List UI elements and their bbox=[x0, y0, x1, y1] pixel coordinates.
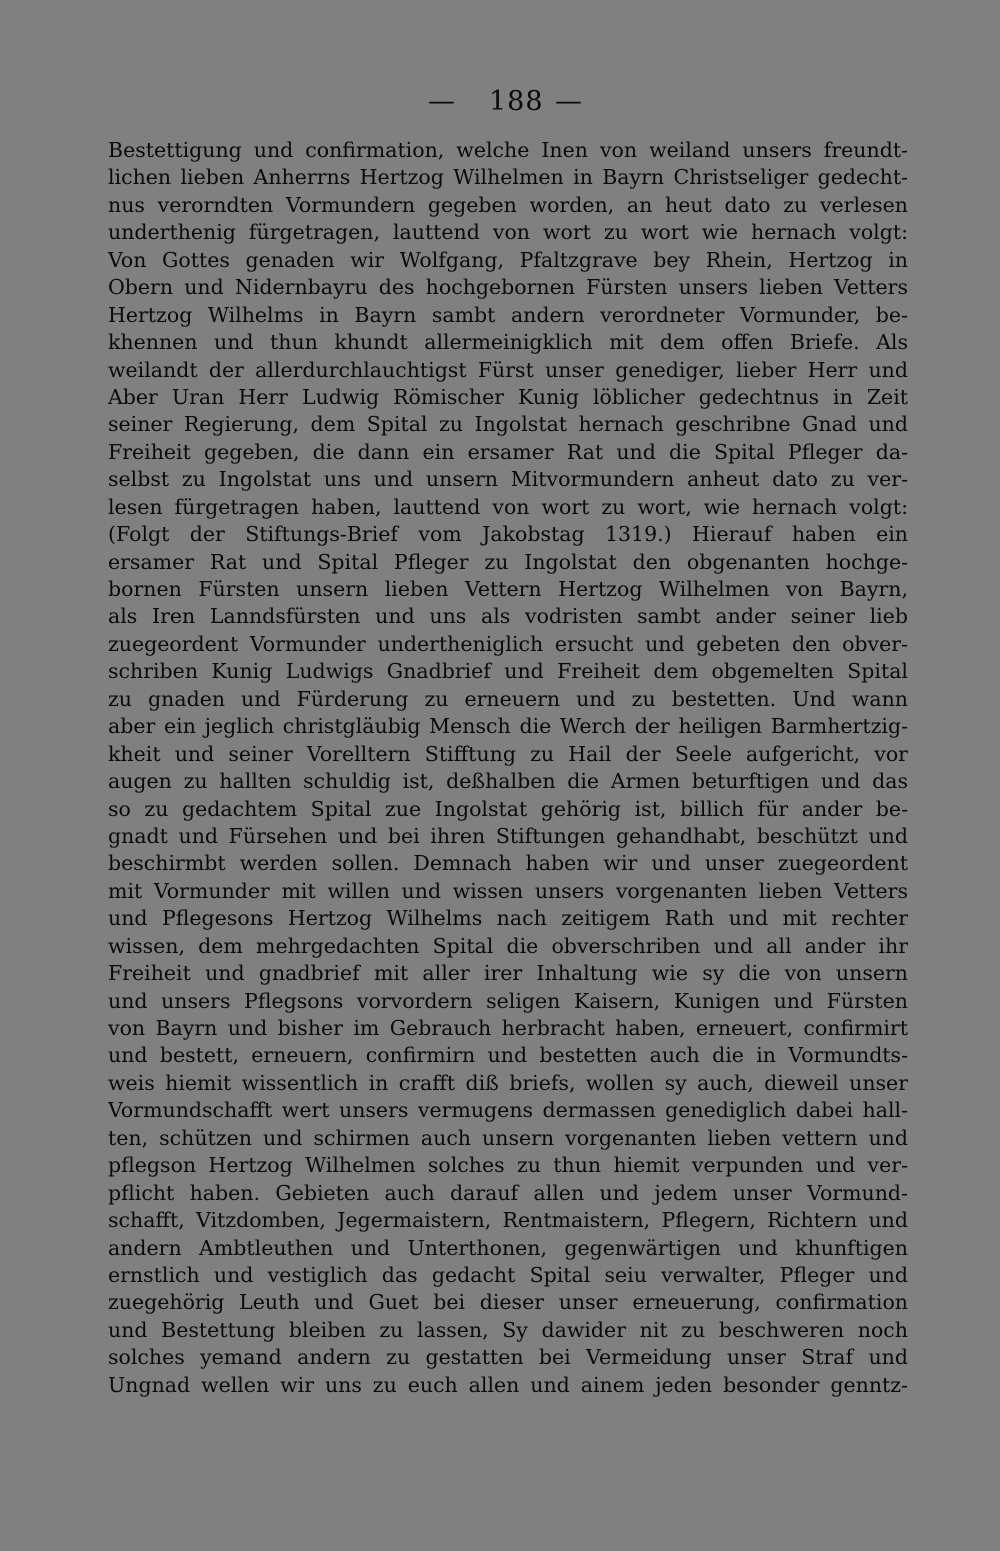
text-line: so zu gedachtem Spital zue Ingolstat gehörig ist, billich für ander be- bbox=[108, 796, 908, 821]
header-dash-left: — bbox=[428, 86, 455, 117]
text-line: weilandt der allerdurchlauchtigst Fürst unser genediger, lieber Herr und bbox=[108, 357, 908, 382]
text-line: lesen fürgetragen haben, lauttend von wort zu wort, wie hernach volgt: bbox=[108, 494, 908, 519]
text-line: zuegehörig Leuth und Guet bei dieser unser erneuerung, confirmation bbox=[108, 1290, 908, 1315]
text-line: Von Gottes genaden wir Wolfgang, Pfaltzgrave bey Rhein, Hertzog in bbox=[108, 247, 908, 272]
text-line: beschirmbt werden sollen. Demnach haben wir und unser zuegeordent bbox=[108, 851, 908, 876]
text-line: und bestett, erneuern, confirmirn und bestetten auch die in Vormundts- bbox=[108, 1043, 908, 1068]
text-line: ten, schützen und schirmen auch unsern vorgenanten lieben vettern und bbox=[108, 1125, 908, 1150]
text-line: pflicht haben. Gebieten auch darauf allen und jedem unser Vormund- bbox=[108, 1180, 908, 1205]
text-line: Freiheit und gnadbrief mit aller irer Inhaltung wie sy die von unsern bbox=[108, 961, 908, 986]
text-line: (Folgt der Stiftungs-Brief vom Jakobstag 1319.) Hierauf haben ein bbox=[108, 522, 908, 547]
text-line: khennen und thun khundt allermeinigklich mit dem offen Briefe. Als bbox=[108, 330, 908, 355]
text-line: Aber Uran Herr Ludwig Römischer Kunig löblicher gedechtnus in Zeit bbox=[108, 384, 908, 409]
text-line: Vormundschafft wert unsers vermugens dermassen genediglich dabei hall- bbox=[108, 1098, 908, 1123]
text-line: ersamer Rat und Spital Pfleger zu Ingolstat den obgenanten hochge- bbox=[108, 549, 908, 574]
text-line: wissen, dem mehrgedachten Spital die obverschriben und all ander ihr bbox=[108, 933, 908, 958]
text-line: Obern und Nidernbayru des hochgebornen Fürsten unsers lieben Vetters bbox=[108, 275, 908, 300]
text-line: augen zu hallten schuldig ist, deßhalben die Armen beturftigen und das bbox=[108, 769, 908, 794]
text-line: Ungnad wellen wir uns zu euch allen und ainem jeden besonder genntz- bbox=[108, 1372, 908, 1397]
text-line: aber ein jeglich christgläubig Mensch die Werch der heiligen Barmhertzig- bbox=[108, 714, 908, 739]
text-line: solches yemand andern zu gestatten bei Vermeidung unser Straf und bbox=[108, 1345, 908, 1370]
text-line: weis hiemit wissentlich in crafft diß briefs, wollen sy auch, dieweil unser bbox=[108, 1070, 908, 1095]
text-line: seiner Regierung, dem Spital zu Ingolstat hernach geschribne Gnad und bbox=[108, 412, 908, 437]
text-line: Bestettigung und confirmation, welche Inen von weiland unsers freundt- bbox=[108, 138, 908, 162]
text-line: Hertzog Wilhelms in Bayrn sambt andern verordneter Vormunder, be- bbox=[108, 302, 908, 327]
text-line: pflegson Hertzog Wilhelmen solches zu thun hiemit verpunden und ver- bbox=[108, 1153, 908, 1178]
text-line: kheit und seiner Vorelltern Stifftung zu Hail der Seele aufgericht, vor bbox=[108, 741, 908, 766]
text-line: und Bestettung bleiben zu lassen, Sy dawider nit zu beschweren noch bbox=[108, 1317, 908, 1342]
text-line: lichen lieben Anherrns Hertzog Wilhelmen in Bayrn Christseliger gedecht- bbox=[108, 165, 908, 190]
text-line: von Bayrn und bisher im Gebrauch herbracht haben, erneuert, confirmirt bbox=[108, 1016, 908, 1040]
text-line: und Pflegesons Hertzog Wilhelms nach zeitigem Rath und mit rechter bbox=[108, 906, 908, 931]
text-line: mit Vormunder mit willen und wissen unsers vorgenanten lieben Vetters bbox=[108, 878, 908, 903]
text-line: schriben Kunig Ludwigs Gnadbrief und Freiheit dem obgemelten Spital bbox=[108, 659, 908, 684]
text-line: bornen Fürsten unsern lieben Vettern Hertzog Wilhelmen von Bayrn, bbox=[108, 577, 908, 601]
text-line: ernstlich und vestiglich das gedacht Spital seiu verwalter, Pfleger und bbox=[108, 1262, 908, 1287]
text-line: andern Ambtleuthen und Unterthonen, gegenwärtigen und khunftigen bbox=[108, 1235, 908, 1260]
page-header bbox=[0, 82, 1000, 122]
page-number: 188 bbox=[489, 86, 544, 117]
text-line: selbst zu Ingolstat uns und unsern Mitvormundern anheut dato zu ver- bbox=[108, 467, 908, 492]
header-dash-right: — bbox=[555, 86, 582, 117]
text-line: gnadt und Fürsehen und bei ihren Stiftungen gehandhabt, beschützt und bbox=[108, 823, 908, 848]
text-line: zu gnaden und Fürderung zu erneuern und zu bestetten. Und wann bbox=[108, 686, 908, 711]
body-text bbox=[108, 137, 908, 1399]
text-line: zuegeordent Vormunder undertheniglich ersucht und gebeten den obver- bbox=[108, 631, 908, 656]
text-line: nus verorndten Vormundern gegeben worden, an heut dato zu verlesen bbox=[108, 192, 908, 217]
text-line: als Iren Lanndsfürsten und uns als vodristen sambt ander seiner lieb bbox=[108, 604, 908, 629]
text-line: underthenig fürgetragen, lauttend von wort zu wort wie hernach volgt: bbox=[108, 220, 908, 245]
text-line: schafft, Vitzdomben, Jegermaistern, Rentmaistern, Pflegern, Richtern und bbox=[108, 1208, 908, 1233]
text-line: und unsers Pflegsons vorvordern seligen Kaisern, Kunigen und Fürsten bbox=[108, 988, 908, 1013]
text-line: Freiheit gegeben, die dann ein ersamer Rat und die Spital Pfleger da- bbox=[108, 439, 908, 464]
